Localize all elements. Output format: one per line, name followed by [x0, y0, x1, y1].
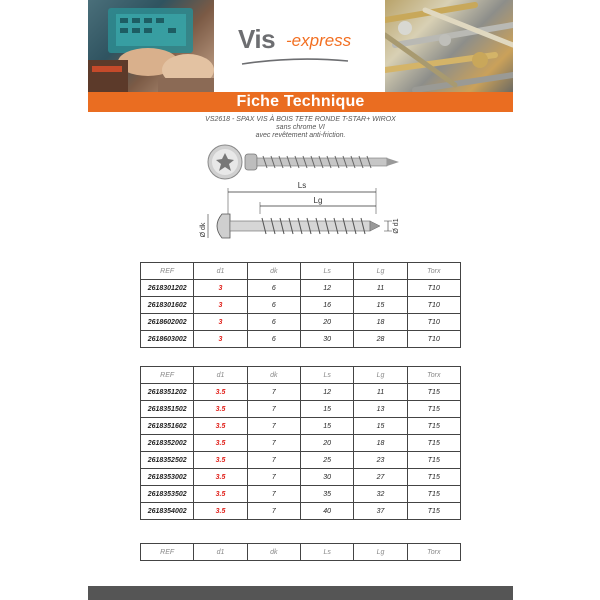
cell-dk: 7 [247, 384, 300, 401]
cell-dk: 6 [247, 314, 300, 331]
table-row [141, 452, 461, 469]
cell-ref: 2618352002 [141, 435, 194, 452]
cell-torx: T10 [407, 331, 460, 348]
cell-d1: 3.5 [194, 503, 247, 520]
col-d1: d1 [194, 367, 247, 384]
header [88, 0, 513, 92]
cell-torx: T10 [407, 297, 460, 314]
col-ref: REF [141, 367, 194, 384]
col-d1: d1 [194, 263, 247, 280]
cell-d1: 3 [194, 280, 247, 297]
logo-vis-text: Vis [238, 24, 276, 54]
table-row [141, 314, 461, 331]
d1-label: Ø d1 [393, 218, 400, 234]
cell-d1: 3.5 [194, 469, 247, 486]
col-ref: REF [141, 544, 194, 561]
cell-d1: 3.5 [194, 486, 247, 503]
vis-express-logo [238, 18, 368, 68]
col-dk: dk [247, 367, 300, 384]
cell-lg: 32 [354, 486, 407, 503]
col-dk: dk [247, 544, 300, 561]
table-header-row [141, 367, 461, 384]
cell-ls: 16 [300, 297, 353, 314]
col-lg: Lg [354, 544, 407, 561]
col-ls: Ls [300, 367, 353, 384]
cell-torx: T15 [407, 384, 460, 401]
cell-ls: 30 [300, 469, 353, 486]
footer-bar [88, 586, 513, 600]
table-row [141, 297, 461, 314]
logo-express-text: -express [286, 31, 352, 50]
desc-line-2: sans chrome VI [276, 124, 325, 131]
cell-ref: 2618353002 [141, 469, 194, 486]
lg-label: Lg [313, 196, 323, 205]
cell-ref: 2618352502 [141, 452, 194, 469]
cell-d1: 3 [194, 314, 247, 331]
table-row [141, 435, 461, 452]
cell-dk: 7 [247, 486, 300, 503]
table-header-row [141, 544, 461, 561]
cell-dk: 7 [247, 452, 300, 469]
cell-ref: 2618301602 [141, 297, 194, 314]
cell-dk: 7 [247, 418, 300, 435]
cell-d1: 3.5 [194, 384, 247, 401]
cell-ref: 2618351202 [141, 384, 194, 401]
col-ref: REF [141, 263, 194, 280]
cell-ls: 15 [300, 418, 353, 435]
cell-d1: 3.5 [194, 418, 247, 435]
col-d1: d1 [194, 544, 247, 561]
cell-lg: 15 [354, 418, 407, 435]
cell-ref: 2618353502 [141, 486, 194, 503]
cell-d1: 3.5 [194, 435, 247, 452]
cell-lg: 23 [354, 452, 407, 469]
cell-ref: 2618351602 [141, 418, 194, 435]
cell-lg: 18 [354, 435, 407, 452]
table-row [141, 401, 461, 418]
cell-d1: 3.5 [194, 452, 247, 469]
col-ls: Ls [300, 263, 353, 280]
col-lg: Lg [354, 367, 407, 384]
table-row [141, 280, 461, 297]
table-row [141, 384, 461, 401]
ls-label: Ls [297, 181, 307, 190]
tech-sheet [88, 0, 513, 600]
cell-torx: T15 [407, 486, 460, 503]
photo-screws-pile [385, 0, 513, 92]
cell-dk: 6 [247, 331, 300, 348]
spec-table-3mm [140, 262, 461, 348]
cell-ref: 2618602002 [141, 314, 194, 331]
cell-lg: 15 [354, 297, 407, 314]
fiche-technique-banner [88, 92, 513, 112]
cell-ls: 40 [300, 503, 353, 520]
photo-hands-electronics [88, 0, 214, 92]
cell-lg: 18 [354, 314, 407, 331]
cell-ls: 20 [300, 435, 353, 452]
table-row [141, 469, 461, 486]
col-lg: Lg [354, 263, 407, 280]
cell-ls: 25 [300, 452, 353, 469]
cell-dk: 6 [247, 297, 300, 314]
cell-dk: 7 [247, 401, 300, 418]
cell-dk: 7 [247, 503, 300, 520]
cell-dk: 7 [247, 469, 300, 486]
spec-table-next [140, 543, 461, 561]
col-torx: Torx [407, 544, 460, 561]
col-torx: Torx [407, 263, 460, 280]
cell-d1: 3 [194, 331, 247, 348]
spec-table-3-5mm [140, 366, 461, 520]
cell-torx: T15 [407, 469, 460, 486]
cell-ref: 2618351502 [141, 401, 194, 418]
col-ls: Ls [300, 544, 353, 561]
cell-ls: 12 [300, 280, 353, 297]
logo-swoosh-icon [240, 58, 350, 66]
cell-ref: 2618301202 [141, 280, 194, 297]
col-torx: Torx [407, 367, 460, 384]
table-row [141, 486, 461, 503]
cell-ref: 2618603002 [141, 331, 194, 348]
table-row [141, 503, 461, 520]
dk-label: Ø dk [200, 222, 207, 238]
cell-lg: 11 [354, 280, 407, 297]
table-row [141, 418, 461, 435]
cell-lg: 11 [354, 384, 407, 401]
cell-d1: 3.5 [194, 401, 247, 418]
cell-lg: 37 [354, 503, 407, 520]
cell-ls: 12 [300, 384, 353, 401]
table-header-row [141, 263, 461, 280]
cell-lg: 28 [354, 331, 407, 348]
screw-dimension-diagram [198, 178, 408, 250]
desc-line-3: avec revêtement anti-friction. [255, 132, 346, 139]
col-dk: dk [247, 263, 300, 280]
cell-d1: 3 [194, 297, 247, 314]
desc-line-1: VS2618 - SPAX VIS À BOIS TETE RONDE T-STAR+ WIROX [205, 116, 396, 123]
cell-torx: T15 [407, 452, 460, 469]
cell-ls: 30 [300, 331, 353, 348]
cell-torx: T15 [407, 435, 460, 452]
cell-ls: 20 [300, 314, 353, 331]
cell-torx: T15 [407, 503, 460, 520]
cell-ref: 2618354002 [141, 503, 194, 520]
cell-ls: 35 [300, 486, 353, 503]
product-description [88, 116, 513, 140]
cell-lg: 27 [354, 469, 407, 486]
table-row [141, 331, 461, 348]
cell-ls: 15 [300, 401, 353, 418]
cell-lg: 13 [354, 401, 407, 418]
cell-torx: T15 [407, 418, 460, 435]
cell-torx: T15 [407, 401, 460, 418]
cell-torx: T10 [407, 314, 460, 331]
cell-dk: 6 [247, 280, 300, 297]
cell-torx: T10 [407, 280, 460, 297]
banner-title: Fiche Technique [236, 93, 365, 110]
cell-dk: 7 [247, 435, 300, 452]
